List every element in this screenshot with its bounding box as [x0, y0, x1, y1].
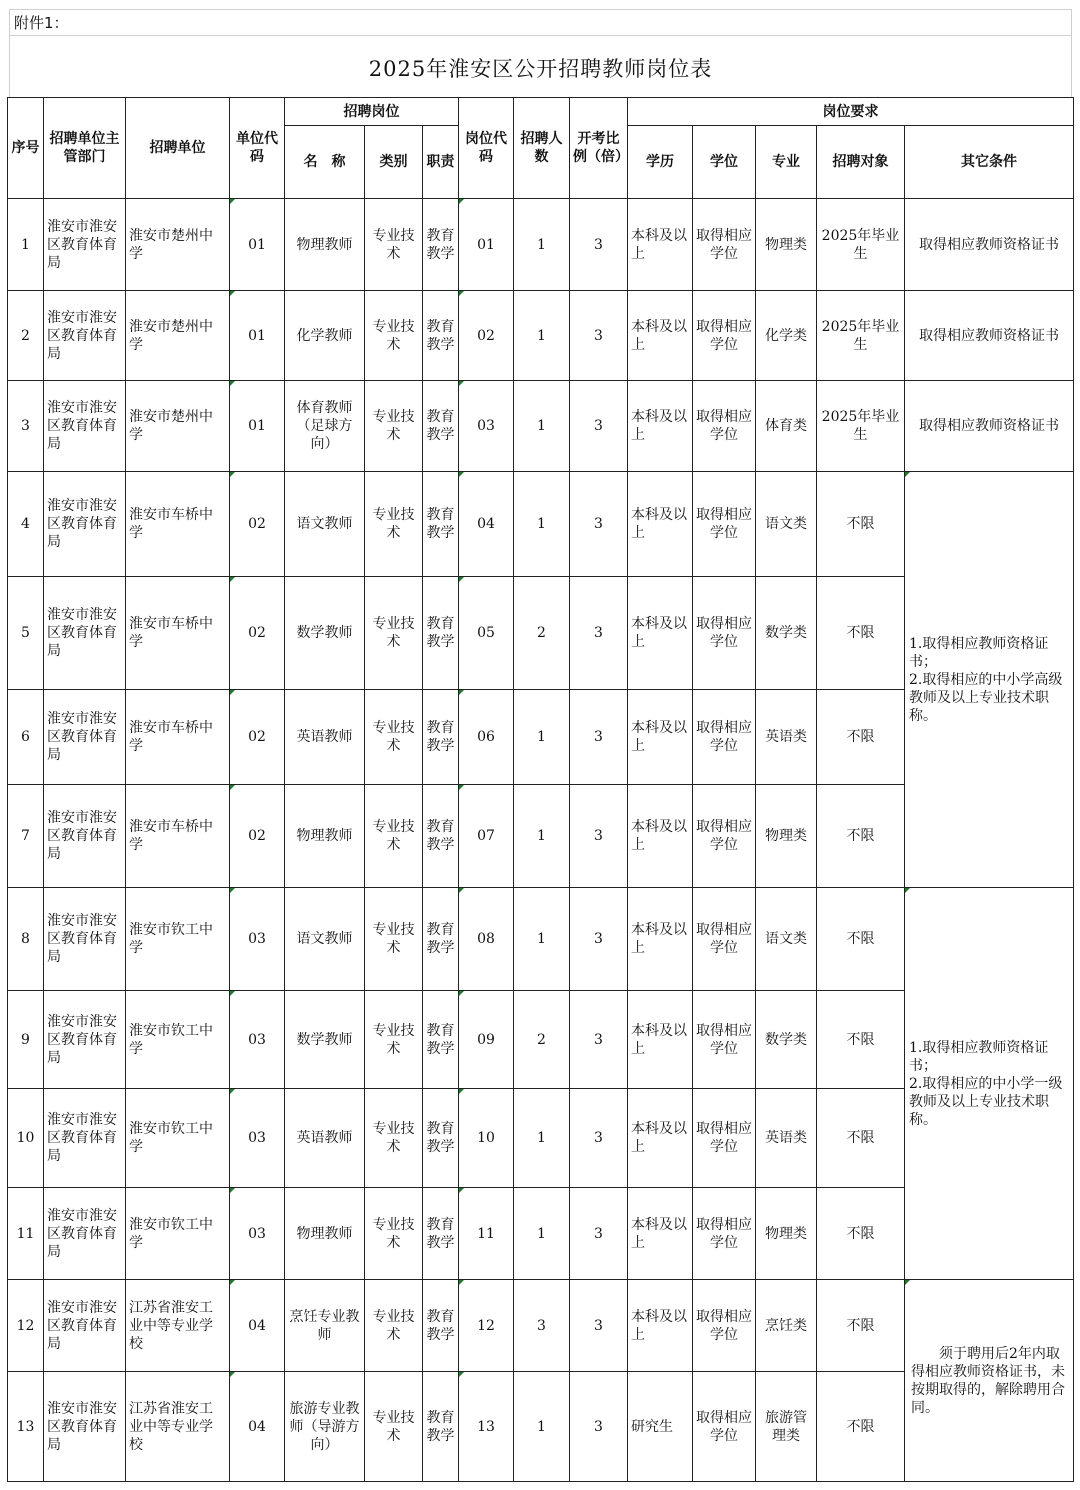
cell-target: 不限 [817, 1372, 905, 1482]
cell-count: 1 [514, 1089, 570, 1188]
table-row [8, 472, 1074, 577]
cell-education: 本科及以上 [628, 785, 693, 888]
cell-ratio: 3 [570, 1188, 628, 1280]
cell-count: 1 [514, 1372, 570, 1482]
cell-education: 本科及以上 [628, 199, 693, 291]
cell-major: 旅游管理类 [756, 1372, 817, 1482]
cell-unit-code: 02 [230, 577, 285, 690]
cell-unit-code: 01 [230, 199, 285, 291]
cell-major: 英语类 [756, 1089, 817, 1188]
cell-unit-code: 02 [230, 785, 285, 888]
cell-education: 本科及以上 [628, 1089, 693, 1188]
cell-name: 烹饪专业教师 [285, 1280, 365, 1372]
cell-dept: 淮安市淮安区教育体育局 [44, 472, 126, 577]
cell-category: 专业技术 [365, 291, 423, 381]
cell-name: 物理教师 [285, 785, 365, 888]
table-row [8, 291, 1074, 381]
cell-target: 不限 [817, 785, 905, 888]
cell-duty: 教育教学 [423, 1188, 459, 1280]
cell-target: 2025年毕业生 [817, 199, 905, 291]
cell-duty: 教育教学 [423, 577, 459, 690]
table-row [8, 381, 1074, 472]
note-qingong: 1.取得相应教师资格证书； 2.取得相应的中小学一级教师及以上专业技术职称。 [905, 888, 1074, 1280]
cell-degree: 取得相应学位 [693, 381, 756, 472]
cell-dept: 淮安市淮安区教育体育局 [44, 991, 126, 1089]
attachment-label: 附件1： [9, 9, 1072, 35]
cell-major: 英语类 [756, 690, 817, 785]
cell-post-code: 11 [459, 1188, 514, 1280]
cell-post-code: 01 [459, 199, 514, 291]
cell-name: 化学教师 [285, 291, 365, 381]
cell-category: 专业技术 [365, 991, 423, 1089]
cell-name: 旅游专业教师（导游方向） [285, 1372, 365, 1482]
cell-name: 物理教师 [285, 199, 365, 291]
cell-unit: 淮安市钦工中学 [126, 1188, 230, 1280]
cell-post-code: 10 [459, 1089, 514, 1188]
cell-name: 体育教师（足球方向） [285, 381, 365, 472]
cell-education: 本科及以上 [628, 291, 693, 381]
cell-major: 物理类 [756, 199, 817, 291]
header-education: 学历 [628, 126, 693, 199]
cell-unit-code: 03 [230, 888, 285, 991]
header-requirements-group: 岗位要求 [628, 98, 1074, 126]
cell-target: 不限 [817, 991, 905, 1089]
cell-major: 物理类 [756, 1188, 817, 1280]
cell-duty: 教育教学 [423, 291, 459, 381]
cell-name: 数学教师 [285, 577, 365, 690]
cell-target: 不限 [817, 577, 905, 690]
header-major: 专业 [756, 126, 817, 199]
cell-post-code: 06 [459, 690, 514, 785]
cell-dept: 淮安市淮安区教育体育局 [44, 1372, 126, 1482]
cell-degree: 取得相应学位 [693, 1372, 756, 1482]
cell-name: 英语教师 [285, 1089, 365, 1188]
cell-post-code: 13 [459, 1372, 514, 1482]
cell-count: 1 [514, 785, 570, 888]
cell-degree: 取得相应学位 [693, 785, 756, 888]
cell-ratio: 3 [570, 472, 628, 577]
cell-duty: 教育教学 [423, 1372, 459, 1482]
cell-degree: 取得相应学位 [693, 1188, 756, 1280]
cell-unit: 江苏省淮安工业中等专业学校 [126, 1280, 230, 1372]
cell-post-code: 05 [459, 577, 514, 690]
cell-category: 专业技术 [365, 1280, 423, 1372]
cell-education: 本科及以上 [628, 381, 693, 472]
cell-education: 本科及以上 [628, 577, 693, 690]
cell-duty: 教育教学 [423, 199, 459, 291]
cell-dept: 淮安市淮安区教育体育局 [44, 1188, 126, 1280]
cell-post-code: 07 [459, 785, 514, 888]
cell-dept: 淮安市淮安区教育体育局 [44, 888, 126, 991]
cell-post-code: 08 [459, 888, 514, 991]
cell-category: 专业技术 [365, 381, 423, 472]
table-row [8, 199, 1074, 291]
header-post-code: 岗位代码 [459, 98, 514, 199]
cell-category: 专业技术 [365, 785, 423, 888]
cell-degree: 取得相应学位 [693, 291, 756, 381]
header-unit-code: 单位代码 [230, 98, 285, 199]
cell-major: 语文类 [756, 472, 817, 577]
cell-education: 本科及以上 [628, 1188, 693, 1280]
cell-degree: 取得相应学位 [693, 690, 756, 785]
cell-count: 1 [514, 291, 570, 381]
cell-ratio: 3 [570, 1372, 628, 1482]
cell-duty: 教育教学 [423, 785, 459, 888]
cell-unit: 淮安市楚州中学 [126, 381, 230, 472]
cell-seq: 8 [8, 888, 44, 991]
cell-other: 取得相应教师资格证书 [905, 199, 1074, 291]
cell-seq: 11 [8, 1188, 44, 1280]
cell-dept: 淮安市淮安区教育体育局 [44, 577, 126, 690]
cell-seq: 2 [8, 291, 44, 381]
note-chexiao: 1.取得相应教师资格证书； 2.取得相应的中小学高级教师及以上专业技术职称。 [905, 472, 1074, 888]
cell-name: 语文教师 [285, 472, 365, 577]
cell-seq: 13 [8, 1372, 44, 1482]
cell-ratio: 3 [570, 991, 628, 1089]
cell-name: 英语教师 [285, 690, 365, 785]
recruitment-table [7, 97, 1074, 1482]
cell-degree: 取得相应学位 [693, 888, 756, 991]
header-unit: 招聘单位 [126, 98, 230, 199]
cell-education: 本科及以上 [628, 888, 693, 991]
cell-duty: 教育教学 [423, 1089, 459, 1188]
cell-name: 物理教师 [285, 1188, 365, 1280]
cell-ratio: 3 [570, 577, 628, 690]
cell-category: 专业技术 [365, 472, 423, 577]
cell-target: 2025年毕业生 [817, 381, 905, 472]
cell-major: 物理类 [756, 785, 817, 888]
table-row [8, 1280, 1074, 1372]
cell-ratio: 3 [570, 291, 628, 381]
cell-category: 专业技术 [365, 199, 423, 291]
cell-ratio: 3 [570, 888, 628, 991]
cell-unit: 淮安市钦工中学 [126, 991, 230, 1089]
cell-education: 本科及以上 [628, 1280, 693, 1372]
cell-education: 本科及以上 [628, 991, 693, 1089]
cell-seq: 4 [8, 472, 44, 577]
cell-education: 研究生 [628, 1372, 693, 1482]
cell-target: 不限 [817, 1188, 905, 1280]
cell-education: 本科及以上 [628, 472, 693, 577]
cell-seq: 1 [8, 199, 44, 291]
cell-degree: 取得相应学位 [693, 577, 756, 690]
cell-count: 1 [514, 888, 570, 991]
cell-target: 不限 [817, 1089, 905, 1188]
cell-unit-code: 03 [230, 1188, 285, 1280]
cell-post-code: 04 [459, 472, 514, 577]
header-category: 类别 [365, 126, 423, 199]
cell-unit: 淮安市钦工中学 [126, 1089, 230, 1188]
cell-unit-code: 04 [230, 1280, 285, 1372]
cell-unit: 淮安市车桥中学 [126, 690, 230, 785]
cell-degree: 取得相应学位 [693, 472, 756, 577]
cell-unit: 淮安市钦工中学 [126, 888, 230, 991]
cell-duty: 教育教学 [423, 1280, 459, 1372]
header-post-group: 招聘岗位 [285, 98, 459, 126]
cell-category: 专业技术 [365, 1372, 423, 1482]
cell-unit-code: 01 [230, 381, 285, 472]
header-target: 招聘对象 [817, 126, 905, 199]
cell-name: 数学教师 [285, 991, 365, 1089]
cell-education: 本科及以上 [628, 690, 693, 785]
cell-dept: 淮安市淮安区教育体育局 [44, 785, 126, 888]
cell-duty: 教育教学 [423, 472, 459, 577]
cell-unit-code: 03 [230, 991, 285, 1089]
cell-major: 化学类 [756, 291, 817, 381]
cell-unit: 淮安市车桥中学 [126, 785, 230, 888]
cell-seq: 12 [8, 1280, 44, 1372]
cell-unit-code: 02 [230, 472, 285, 577]
cell-count: 1 [514, 381, 570, 472]
cell-category: 专业技术 [365, 1188, 423, 1280]
cell-count: 1 [514, 472, 570, 577]
cell-target: 不限 [817, 888, 905, 991]
cell-target: 不限 [817, 1280, 905, 1372]
cell-major: 体育类 [756, 381, 817, 472]
cell-dept: 淮安市淮安区教育体育局 [44, 1280, 126, 1372]
cell-seq: 9 [8, 991, 44, 1089]
cell-post-code: 12 [459, 1280, 514, 1372]
cell-count: 1 [514, 199, 570, 291]
page-title: 2025年淮安区公开招聘教师岗位表 [9, 35, 1072, 97]
table-row [8, 888, 1074, 991]
cell-dept: 淮安市淮安区教育体育局 [44, 199, 126, 291]
header-duty: 职责 [423, 126, 459, 199]
cell-seq: 7 [8, 785, 44, 888]
cell-major: 语文类 [756, 888, 817, 991]
header-seq: 序号 [8, 98, 44, 199]
cell-ratio: 3 [570, 1089, 628, 1188]
cell-ratio: 3 [570, 199, 628, 291]
cell-ratio: 3 [570, 1280, 628, 1372]
cell-target: 2025年毕业生 [817, 291, 905, 381]
cell-seq: 6 [8, 690, 44, 785]
cell-dept: 淮安市淮安区教育体育局 [44, 381, 126, 472]
cell-category: 专业技术 [365, 690, 423, 785]
cell-major: 烹饪类 [756, 1280, 817, 1372]
cell-duty: 教育教学 [423, 888, 459, 991]
header-count: 招聘人数 [514, 98, 570, 199]
cell-unit: 淮安市楚州中学 [126, 199, 230, 291]
cell-count: 2 [514, 577, 570, 690]
cell-ratio: 3 [570, 690, 628, 785]
header-other: 其它条件 [905, 126, 1074, 199]
cell-other: 取得相应教师资格证书 [905, 291, 1074, 381]
cell-count: 1 [514, 1188, 570, 1280]
cell-unit: 江苏省淮安工业中等专业学校 [126, 1372, 230, 1482]
cell-count: 2 [514, 991, 570, 1089]
cell-duty: 教育教学 [423, 690, 459, 785]
table-body [8, 199, 1074, 1482]
header-post-name: 名 称 [285, 126, 365, 199]
header-dept: 招聘单位主管部门 [44, 98, 126, 199]
cell-unit-code: 04 [230, 1372, 285, 1482]
cell-seq: 5 [8, 577, 44, 690]
cell-duty: 教育教学 [423, 991, 459, 1089]
header-ratio: 开考比例（倍） [570, 98, 628, 199]
cell-name: 语文教师 [285, 888, 365, 991]
note-vocational: 须于聘用后2年内取得相应教师资格证书，未按期取得的，解除聘用合同。 [905, 1280, 1074, 1482]
cell-ratio: 3 [570, 785, 628, 888]
cell-unit: 淮安市车桥中学 [126, 577, 230, 690]
header-degree: 学位 [693, 126, 756, 199]
cell-post-code: 03 [459, 381, 514, 472]
cell-ratio: 3 [570, 381, 628, 472]
cell-dept: 淮安市淮安区教育体育局 [44, 690, 126, 785]
cell-major: 数学类 [756, 991, 817, 1089]
cell-dept: 淮安市淮安区教育体育局 [44, 1089, 126, 1188]
cell-degree: 取得相应学位 [693, 1089, 756, 1188]
cell-unit-code: 02 [230, 690, 285, 785]
cell-unit: 淮安市楚州中学 [126, 291, 230, 381]
cell-degree: 取得相应学位 [693, 199, 756, 291]
cell-duty: 教育教学 [423, 381, 459, 472]
cell-unit-code: 03 [230, 1089, 285, 1188]
cell-target: 不限 [817, 472, 905, 577]
cell-category: 专业技术 [365, 888, 423, 991]
cell-other: 取得相应教师资格证书 [905, 381, 1074, 472]
cell-category: 专业技术 [365, 1089, 423, 1188]
cell-count: 3 [514, 1280, 570, 1372]
cell-unit-code: 01 [230, 291, 285, 381]
cell-category: 专业技术 [365, 577, 423, 690]
cell-post-code: 02 [459, 291, 514, 381]
cell-degree: 取得相应学位 [693, 1280, 756, 1372]
cell-major: 数学类 [756, 577, 817, 690]
cell-seq: 3 [8, 381, 44, 472]
cell-seq: 10 [8, 1089, 44, 1188]
cell-target: 不限 [817, 690, 905, 785]
cell-dept: 淮安市淮安区教育体育局 [44, 291, 126, 381]
cell-degree: 取得相应学位 [693, 991, 756, 1089]
cell-unit: 淮安市车桥中学 [126, 472, 230, 577]
cell-count: 1 [514, 690, 570, 785]
cell-post-code: 09 [459, 991, 514, 1089]
